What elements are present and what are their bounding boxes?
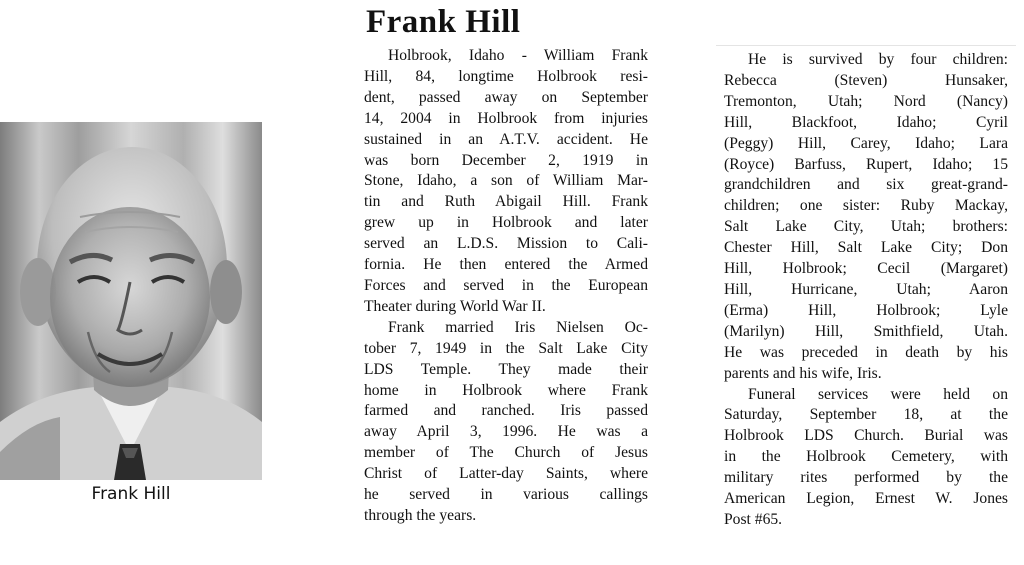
text-line: Hill, Blackfoot, Idaho; Cyril [724,113,1008,131]
text-line: Tremonton, Utah; Nord (Nancy) [724,92,1008,110]
text-line: tin and Ruth Abigail Hill. Frank [364,193,648,211]
text-line: member of The Church of Jesus [364,444,648,462]
text-line: sustained in an A.T.V. accident. He [364,130,648,148]
text-line: Funeral services were held on [748,385,1008,403]
text-line: (Royce) Barfuss, Rupert, Idaho; 15 [724,155,1008,173]
text-line: military rites performed by the [724,469,1008,487]
text-line: grew up in Holbrook and later [364,214,648,232]
text-line: Hill, 84, longtime Holbrook resi- [364,67,648,85]
text-line: Holbrook, Idaho - William Frank [388,47,648,64]
text-line: Stone, Idaho, a son of William Mar- [364,172,648,190]
text-line: away April 3, 1996. He was a [364,423,648,441]
obituary-headline: Frank Hill [366,4,521,40]
text-line: Salt Lake City, Utah; brothers: [724,218,1008,236]
text-line: children; one sister: Ruby Mackay, [724,197,1008,215]
text-line: He is survived by four children: [748,51,1008,68]
text-line: Post #65. [724,510,783,528]
text-line: He was preceded in death by his [724,343,1008,361]
text-line: through the years. [364,506,477,524]
text-line: (Peggy) Hill, Carey, Idaho; Lara [724,134,1008,152]
text-line: LDS Temple. They made their [364,360,648,378]
portrait-photo [0,122,262,480]
text-line: parents and his wife, Iris. [724,364,882,382]
text-line: Saturday, September 18, at the [724,406,1008,424]
text-line: in the Holbrook Cemetery, with [724,448,1008,466]
text-line: Christ of Latter-day Saints, where [364,465,648,483]
text-line: Hill, Hurricane, Utah; Aaron [724,280,1008,298]
text-line: grandchildren and six great-grand- [724,176,1008,194]
photo-caption: Frank Hill [91,484,171,504]
text-line: was born December 2, 1919 in [364,151,648,169]
text-line: Rebecca (Steven) Hunsaker, [724,71,1008,89]
text-line: he served in various callings [364,486,648,504]
text-line: Theater during World War II. [364,297,546,315]
text-line: Holbrook LDS Church. Burial was [724,427,1008,445]
text-line: home in Holbrook where Frank [364,381,648,399]
text-line: fornia. He then entered the Armed [364,256,648,274]
text-line: 14, 2004 in Holbrook from injuries [364,109,648,127]
text-line: (Marilyn) Hill, Smithfield, Utah. [724,322,1008,340]
text-line: Frank married Iris Nielsen Oc- [388,318,648,336]
column-divider [716,45,1016,46]
portrait-image [0,122,262,480]
obituary-column-2 [724,50,1008,531]
text-line: (Erma) Hill, Holbrook; Lyle [724,301,1008,319]
text-line: Forces and served in the European [364,276,648,294]
text-line: tober 7, 1949 in the Salt Lake City [364,339,648,357]
text-line: farmed and ranched. Iris passed [364,402,648,420]
obituary-column-1 [364,46,648,527]
text-line: served an L.D.S. Mission to Cali- [364,235,648,253]
text-line: American Legion, Ernest W. Jones [724,490,1008,508]
text-line: dent, passed away on September [364,88,648,106]
text-line: Chester Hill, Salt Lake City; Don [724,239,1008,257]
text-line: Hill, Holbrook; Cecil (Margaret) [724,260,1008,278]
